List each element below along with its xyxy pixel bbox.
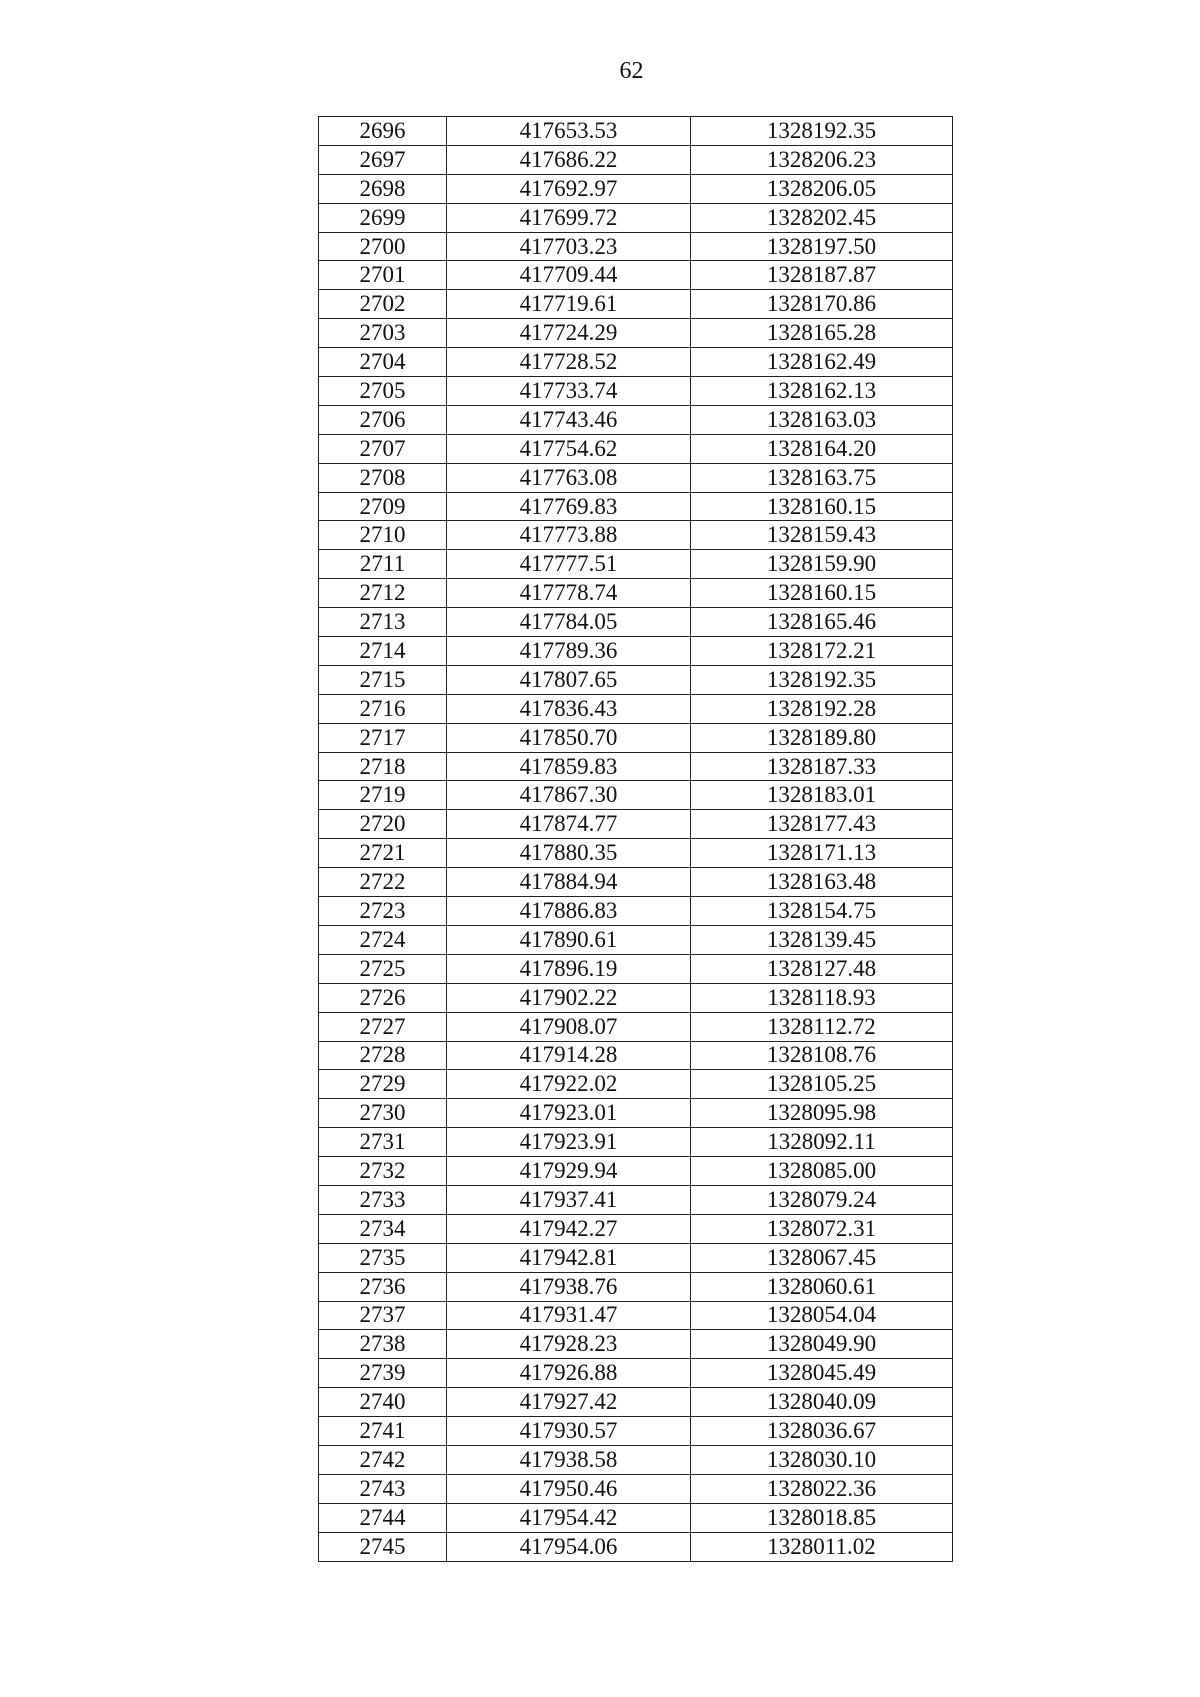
x-coordinate-cell: 417929.94 <box>447 1157 691 1186</box>
coordinates-table-body <box>319 117 953 1562</box>
point-number-cell: 2724 <box>319 925 447 954</box>
y-coordinate-cell: 1328165.46 <box>691 608 953 637</box>
x-coordinate-cell: 417733.74 <box>447 377 691 406</box>
x-coordinate-cell: 417754.62 <box>447 434 691 463</box>
y-coordinate-cell: 1328079.24 <box>691 1185 953 1214</box>
point-number-cell: 2697 <box>319 145 447 174</box>
point-number-cell: 2735 <box>319 1243 447 1272</box>
table-row <box>319 781 953 810</box>
point-number-cell: 2717 <box>319 723 447 752</box>
table-row <box>319 868 953 897</box>
x-coordinate-cell: 417763.08 <box>447 463 691 492</box>
table-row <box>319 203 953 232</box>
x-coordinate-cell: 417728.52 <box>447 348 691 377</box>
table-row <box>319 232 953 261</box>
y-coordinate-cell: 1328112.72 <box>691 1012 953 1041</box>
y-coordinate-cell: 1328159.43 <box>691 521 953 550</box>
table-row <box>319 377 953 406</box>
y-coordinate-cell: 1328040.09 <box>691 1388 953 1417</box>
x-coordinate-cell: 417908.07 <box>447 1012 691 1041</box>
x-coordinate-cell: 417896.19 <box>447 954 691 983</box>
x-coordinate-cell: 417850.70 <box>447 723 691 752</box>
point-number-cell: 2726 <box>319 983 447 1012</box>
point-number-cell: 2704 <box>319 348 447 377</box>
x-coordinate-cell: 417902.22 <box>447 983 691 1012</box>
table-row <box>319 752 953 781</box>
x-coordinate-cell: 417954.06 <box>447 1532 691 1561</box>
page-number: 62 <box>619 58 644 84</box>
table-row <box>319 954 953 983</box>
point-number-cell: 2730 <box>319 1099 447 1128</box>
point-number-cell: 2698 <box>319 174 447 203</box>
table-row <box>319 290 953 319</box>
point-number-cell: 2702 <box>319 290 447 319</box>
y-coordinate-cell: 1328170.86 <box>691 290 953 319</box>
point-number-cell: 2743 <box>319 1474 447 1503</box>
y-coordinate-cell: 1328030.10 <box>691 1445 953 1474</box>
x-coordinate-cell: 417686.22 <box>447 145 691 174</box>
table-row <box>319 405 953 434</box>
x-coordinate-cell: 417890.61 <box>447 925 691 954</box>
x-coordinate-cell: 417942.81 <box>447 1243 691 1272</box>
y-coordinate-cell: 1328054.04 <box>691 1301 953 1330</box>
point-number-cell: 2713 <box>319 608 447 637</box>
point-number-cell: 2712 <box>319 579 447 608</box>
x-coordinate-cell: 417923.91 <box>447 1128 691 1157</box>
x-coordinate-cell: 417874.77 <box>447 810 691 839</box>
table-row <box>319 1503 953 1532</box>
point-number-cell: 2715 <box>319 665 447 694</box>
point-number-cell: 2736 <box>319 1272 447 1301</box>
y-coordinate-cell: 1328011.02 <box>691 1532 953 1561</box>
x-coordinate-cell: 417950.46 <box>447 1474 691 1503</box>
y-coordinate-cell: 1328183.01 <box>691 781 953 810</box>
table-row <box>319 1157 953 1186</box>
table-row <box>319 1474 953 1503</box>
table-row <box>319 319 953 348</box>
y-coordinate-cell: 1328192.35 <box>691 117 953 146</box>
point-number-cell: 2716 <box>319 694 447 723</box>
y-coordinate-cell: 1328192.35 <box>691 665 953 694</box>
table-row <box>319 608 953 637</box>
table-row <box>319 1272 953 1301</box>
x-coordinate-cell: 417773.88 <box>447 521 691 550</box>
y-coordinate-cell: 1328160.15 <box>691 492 953 521</box>
point-number-cell: 2699 <box>319 203 447 232</box>
table-row <box>319 1185 953 1214</box>
y-coordinate-cell: 1328187.87 <box>691 261 953 290</box>
table-row <box>319 521 953 550</box>
x-coordinate-cell: 417923.01 <box>447 1099 691 1128</box>
y-coordinate-cell: 1328085.00 <box>691 1157 953 1186</box>
table-row <box>319 925 953 954</box>
x-coordinate-cell: 417778.74 <box>447 579 691 608</box>
table-row <box>319 1532 953 1561</box>
table-row <box>319 1301 953 1330</box>
point-number-cell: 2738 <box>319 1330 447 1359</box>
table-row <box>319 637 953 666</box>
point-number-cell: 2718 <box>319 752 447 781</box>
y-coordinate-cell: 1328118.93 <box>691 983 953 1012</box>
point-number-cell: 2708 <box>319 463 447 492</box>
x-coordinate-cell: 417653.53 <box>447 117 691 146</box>
x-coordinate-cell: 417859.83 <box>447 752 691 781</box>
table-row <box>319 897 953 926</box>
point-number-cell: 2728 <box>319 1041 447 1070</box>
table-row <box>319 348 953 377</box>
point-number-cell: 2744 <box>319 1503 447 1532</box>
y-coordinate-cell: 1328206.05 <box>691 174 953 203</box>
y-coordinate-cell: 1328177.43 <box>691 810 953 839</box>
x-coordinate-cell: 417867.30 <box>447 781 691 810</box>
table-row <box>319 261 953 290</box>
y-coordinate-cell: 1328189.80 <box>691 723 953 752</box>
x-coordinate-cell: 417931.47 <box>447 1301 691 1330</box>
y-coordinate-cell: 1328095.98 <box>691 1099 953 1128</box>
point-number-cell: 2719 <box>319 781 447 810</box>
table-row <box>319 1099 953 1128</box>
point-number-cell: 2711 <box>319 550 447 579</box>
y-coordinate-cell: 1328192.28 <box>691 694 953 723</box>
y-coordinate-cell: 1328162.13 <box>691 377 953 406</box>
point-number-cell: 2701 <box>319 261 447 290</box>
x-coordinate-cell: 417942.27 <box>447 1214 691 1243</box>
point-number-cell: 2723 <box>319 897 447 926</box>
x-coordinate-cell: 417769.83 <box>447 492 691 521</box>
point-number-cell: 2706 <box>319 405 447 434</box>
x-coordinate-cell: 417880.35 <box>447 839 691 868</box>
point-number-cell: 2722 <box>319 868 447 897</box>
x-coordinate-cell: 417954.42 <box>447 1503 691 1532</box>
y-coordinate-cell: 1328197.50 <box>691 232 953 261</box>
y-coordinate-cell: 1328045.49 <box>691 1359 953 1388</box>
y-coordinate-cell: 1328164.20 <box>691 434 953 463</box>
y-coordinate-cell: 1328092.11 <box>691 1128 953 1157</box>
y-coordinate-cell: 1328162.49 <box>691 348 953 377</box>
point-number-cell: 2714 <box>319 637 447 666</box>
table-row <box>319 839 953 868</box>
x-coordinate-cell: 417930.57 <box>447 1417 691 1446</box>
y-coordinate-cell: 1328202.45 <box>691 203 953 232</box>
y-coordinate-cell: 1328036.67 <box>691 1417 953 1446</box>
point-number-cell: 2733 <box>319 1185 447 1214</box>
table-row <box>319 1243 953 1272</box>
table-row <box>319 983 953 1012</box>
y-coordinate-cell: 1328172.21 <box>691 637 953 666</box>
x-coordinate-cell: 417884.94 <box>447 868 691 897</box>
y-coordinate-cell: 1328060.61 <box>691 1272 953 1301</box>
y-coordinate-cell: 1328187.33 <box>691 752 953 781</box>
x-coordinate-cell: 417926.88 <box>447 1359 691 1388</box>
table-row <box>319 1417 953 1446</box>
point-number-cell: 2703 <box>319 319 447 348</box>
point-number-cell: 2700 <box>319 232 447 261</box>
point-number-cell: 2742 <box>319 1445 447 1474</box>
x-coordinate-cell: 417927.42 <box>447 1388 691 1417</box>
table-row <box>319 1330 953 1359</box>
point-number-cell: 2725 <box>319 954 447 983</box>
y-coordinate-cell: 1328154.75 <box>691 897 953 926</box>
x-coordinate-cell: 417777.51 <box>447 550 691 579</box>
y-coordinate-cell: 1328072.31 <box>691 1214 953 1243</box>
x-coordinate-cell: 417719.61 <box>447 290 691 319</box>
y-coordinate-cell: 1328159.90 <box>691 550 953 579</box>
table-row <box>319 550 953 579</box>
x-coordinate-cell: 417807.65 <box>447 665 691 694</box>
y-coordinate-cell: 1328049.90 <box>691 1330 953 1359</box>
table-row <box>319 1128 953 1157</box>
point-number-cell: 2741 <box>319 1417 447 1446</box>
point-number-cell: 2745 <box>319 1532 447 1561</box>
y-coordinate-cell: 1328018.85 <box>691 1503 953 1532</box>
y-coordinate-cell: 1328163.03 <box>691 405 953 434</box>
x-coordinate-cell: 417928.23 <box>447 1330 691 1359</box>
x-coordinate-cell: 417703.23 <box>447 232 691 261</box>
x-coordinate-cell: 417886.83 <box>447 897 691 926</box>
table-row <box>319 492 953 521</box>
table-row <box>319 1388 953 1417</box>
table-row <box>319 810 953 839</box>
x-coordinate-cell: 417938.76 <box>447 1272 691 1301</box>
x-coordinate-cell: 417784.05 <box>447 608 691 637</box>
point-number-cell: 2732 <box>319 1157 447 1186</box>
point-number-cell: 2709 <box>319 492 447 521</box>
point-number-cell: 2721 <box>319 839 447 868</box>
table-row <box>319 1012 953 1041</box>
y-coordinate-cell: 1328067.45 <box>691 1243 953 1272</box>
point-number-cell: 2739 <box>319 1359 447 1388</box>
x-coordinate-cell: 417922.02 <box>447 1070 691 1099</box>
x-coordinate-cell: 417914.28 <box>447 1041 691 1070</box>
x-coordinate-cell: 417692.97 <box>447 174 691 203</box>
point-number-cell: 2727 <box>319 1012 447 1041</box>
table-row <box>319 463 953 492</box>
table-row <box>319 1070 953 1099</box>
point-number-cell: 2737 <box>319 1301 447 1330</box>
point-number-cell: 2707 <box>319 434 447 463</box>
y-coordinate-cell: 1328127.48 <box>691 954 953 983</box>
y-coordinate-cell: 1328206.23 <box>691 145 953 174</box>
x-coordinate-cell: 417938.58 <box>447 1445 691 1474</box>
point-number-cell: 2734 <box>319 1214 447 1243</box>
y-coordinate-cell: 1328108.76 <box>691 1041 953 1070</box>
x-coordinate-cell: 417937.41 <box>447 1185 691 1214</box>
y-coordinate-cell: 1328163.75 <box>691 463 953 492</box>
table-row <box>319 723 953 752</box>
point-number-cell: 2705 <box>319 377 447 406</box>
point-number-cell: 2696 <box>319 117 447 146</box>
y-coordinate-cell: 1328105.25 <box>691 1070 953 1099</box>
x-coordinate-cell: 417836.43 <box>447 694 691 723</box>
x-coordinate-cell: 417699.72 <box>447 203 691 232</box>
table-row <box>319 694 953 723</box>
table-row <box>319 579 953 608</box>
y-coordinate-cell: 1328022.36 <box>691 1474 953 1503</box>
x-coordinate-cell: 417709.44 <box>447 261 691 290</box>
table-row <box>319 1445 953 1474</box>
y-coordinate-cell: 1328163.48 <box>691 868 953 897</box>
point-number-cell: 2729 <box>319 1070 447 1099</box>
y-coordinate-cell: 1328171.13 <box>691 839 953 868</box>
point-number-cell: 2710 <box>319 521 447 550</box>
y-coordinate-cell: 1328160.15 <box>691 579 953 608</box>
table-row <box>319 434 953 463</box>
table-row <box>319 1041 953 1070</box>
x-coordinate-cell: 417743.46 <box>447 405 691 434</box>
x-coordinate-cell: 417789.36 <box>447 637 691 666</box>
y-coordinate-cell: 1328139.45 <box>691 925 953 954</box>
x-coordinate-cell: 417724.29 <box>447 319 691 348</box>
point-number-cell: 2720 <box>319 810 447 839</box>
coordinates-table <box>318 116 953 1562</box>
point-number-cell: 2731 <box>319 1128 447 1157</box>
table-row <box>319 1214 953 1243</box>
table-row <box>319 145 953 174</box>
point-number-cell: 2740 <box>319 1388 447 1417</box>
table-row <box>319 1359 953 1388</box>
table-row <box>319 665 953 694</box>
y-coordinate-cell: 1328165.28 <box>691 319 953 348</box>
table-row <box>319 117 953 146</box>
table-row <box>319 174 953 203</box>
